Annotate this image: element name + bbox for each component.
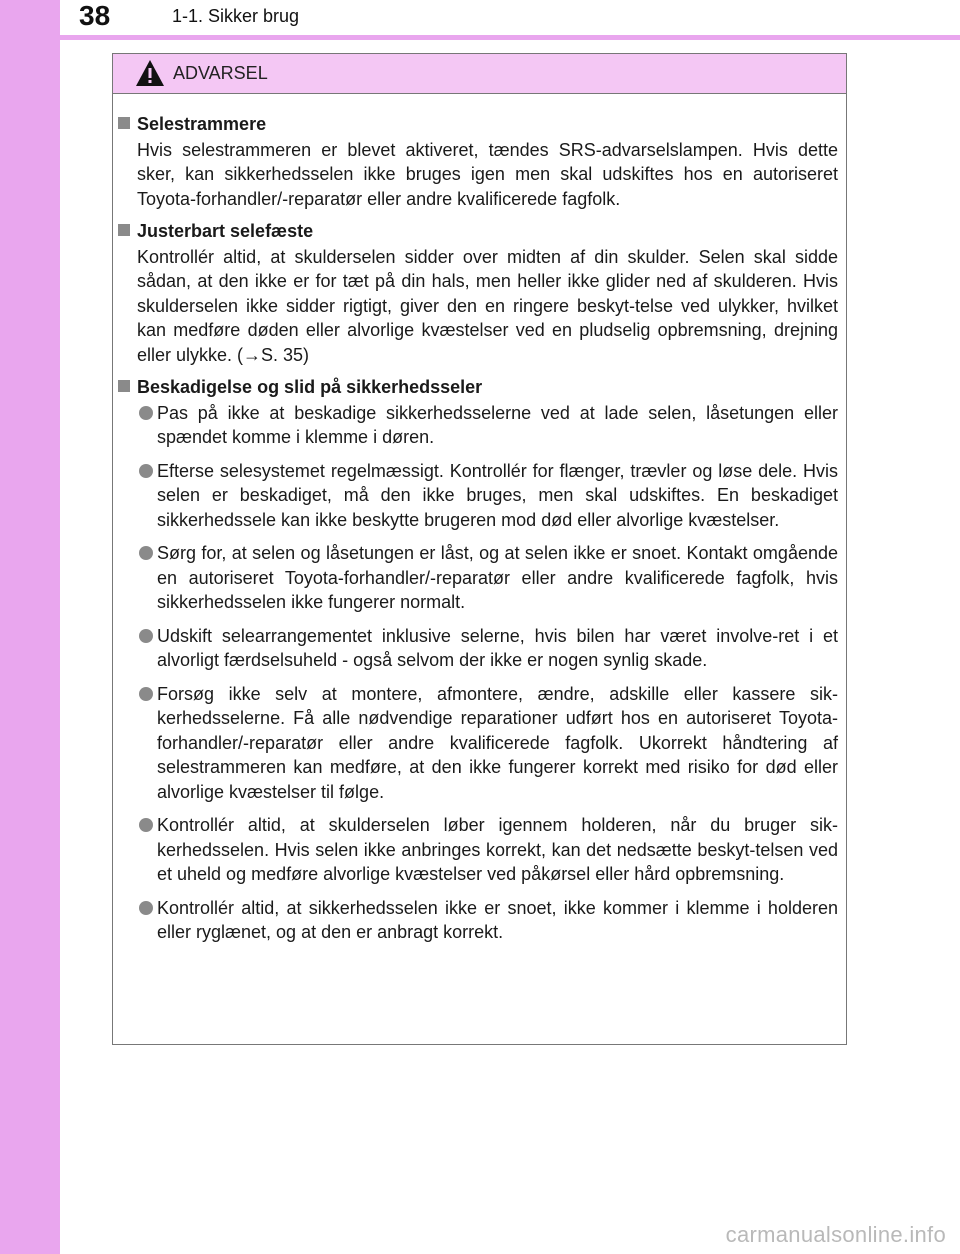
list-item: Kontrollér altid, at skulderselen løber igennem holderen, når du bruger sik-kerhedsselen. Hvis selen ikke anbringes korrekt, kan det nedsætte beskyt-telsen ved et uheld og medføre alvorlige kvæstelser ved påkørsel eller hård opbremsning. — [113, 813, 838, 887]
warning-triangle-icon — [135, 59, 165, 87]
list-item: Udskift selearrangementet inklusive selerne, hvis bilen har været involve-ret i et alvorligt færdselsuheld - også selvom der ikke er nogen synlig skade. — [113, 624, 838, 673]
square-bullet-icon — [118, 380, 130, 392]
list-item: Efterse selesystemet regelmæssigt. Kontrollér for flænger, trævler og løse dele. Hvis selen er beskadiget, må den ikke bruges, men skal udskiftes. En beskadiget sikkerhedssele kan ikke beskytte brugeren mod død eller alvorlige kvæstelser. — [113, 459, 838, 533]
section-text-selefaeste: Kontrollér altid, at skulderselen sidder over midten af din skulder. Selen skal sidde sådan, at den ikke er for tæt på din hals, men heller ikke glider ned af skulderen. Hvis skulderselen ikke sidder rigtigt, giver den en ringere beskyt-telse ved ulykker, hvilket kan medføre døden eller alvorlige kvæstelser ved en pludselig opbremsning, drejning eller ulykke. (→S. 35) — [137, 246, 838, 365]
section-title: 1-1. Sikker brug — [172, 6, 300, 26]
warning-body — [113, 112, 846, 954]
section-heading-selefaeste: Justerbart selefæste — [113, 219, 838, 244]
section-heading-selestrammere: Selestrammere — [113, 112, 838, 137]
round-bullet-icon — [139, 687, 153, 701]
list-item: Kontrollér altid, at sikkerhedsselen ikke er snoet, ikke kommer i klemme i holderen eller ryglænet, og at den er anbragt korrekt. — [113, 896, 838, 945]
header-rule — [60, 35, 960, 40]
section-text-selestrammere: Hvis selestrammeren er blevet aktiveret, tændes SRS-advarselslampen. Hvis dette sker, kan sikkerhedsselen ikke bruges igen men skal udskiftes hos en autoriseret Toyota-forhandler/-reparatør eller andre kvalificerede fagfolk. — [137, 139, 838, 209]
square-bullet-icon — [118, 117, 130, 129]
warning-title: ADVARSEL — [173, 63, 268, 83]
page-number: 38 — [79, 0, 111, 31]
warning-box — [112, 53, 847, 1045]
round-bullet-icon — [139, 464, 153, 478]
square-bullet-icon — [118, 224, 130, 236]
warning-header — [113, 54, 846, 94]
list-item: Pas på ikke at beskadige sikkerhedsselerne ved at lade selen, låsetungen eller spændet komme i klemme i døren. — [113, 401, 838, 450]
round-bullet-icon — [139, 546, 153, 560]
round-bullet-icon — [139, 406, 153, 420]
list-item: Sørg for, at selen og låsetungen er låst, og at selen ikke er snoet. Kontakt omgående en autoriseret Toyota-forhandler/-reparatør eller andre kvalificerede fagfolk, hvis sikkerhedsselen ikke fungerer normalt. — [113, 541, 838, 615]
round-bullet-icon — [139, 818, 153, 832]
round-bullet-icon — [139, 629, 153, 643]
round-bullet-icon — [139, 901, 153, 915]
list-item: Forsøg ikke selv at montere, afmontere, ændre, adskille eller kassere sik-kerhedsselerne. Få alle nødvendige reparationer udført hos en autoriseret Toyota-forhandler/-reparatør eller andre kvalificerede fagfolk. Ukorrekt håndtering af selestrammeren kan medføre, at den ikke fungerer korrekt med risiko for død eller alvorlige kvæstelser til følge. — [113, 682, 838, 805]
footer-watermark: carmanualsonline.info — [725, 1222, 946, 1247]
side-strip — [0, 0, 60, 1254]
section-heading-beskadigelse: Beskadigelse og slid på sikkerhedsseler — [113, 375, 838, 400]
